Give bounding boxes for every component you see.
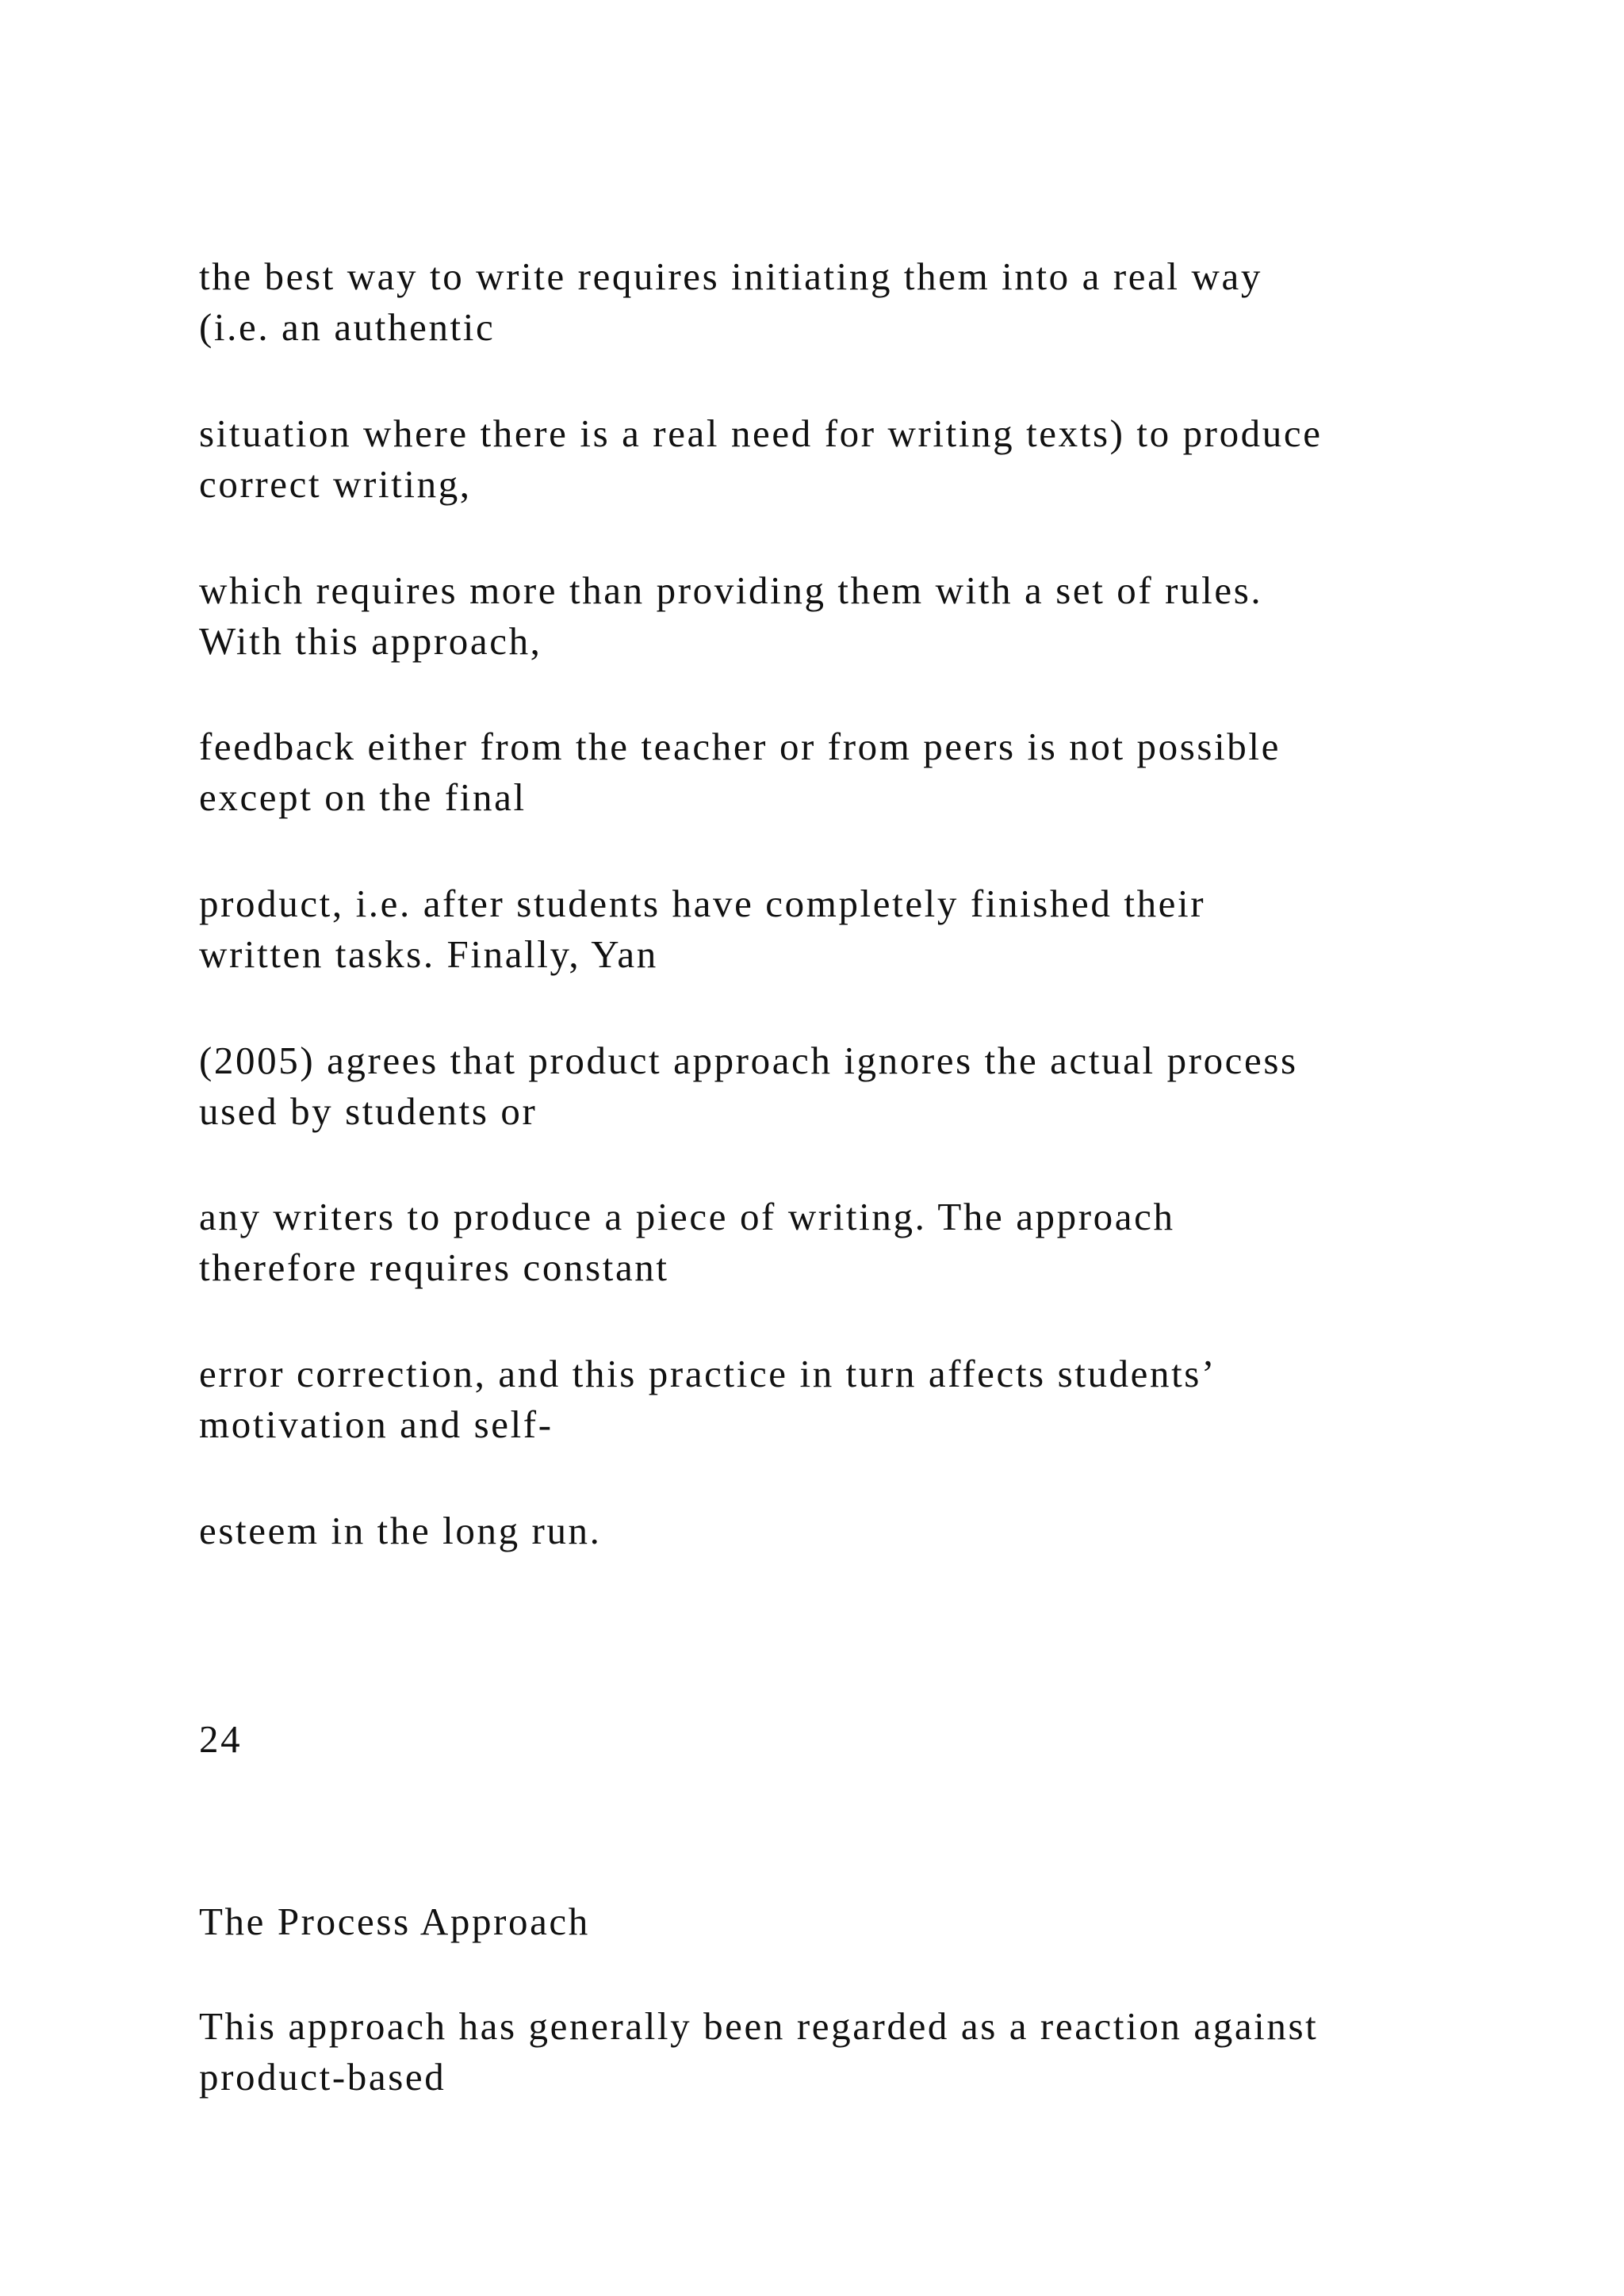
paragraph-1-line-1: the best way to write requires initiating them into a real way [199,254,1262,298]
paragraph-3-line-1: which requires more than providing them with a set of rules. [199,568,1263,612]
paragraph-4-line-1: feedback either from the teacher or from peers is not possible [199,725,1281,768]
paragraph-2-line-1: situation where there is a real need for writing texts) to produce [199,411,1323,455]
final-paragraph-line-1: This approach has generally been regarded as a reaction against [199,2004,1319,2048]
paragraph-8-line-1: error correction, and this practice in turn affects students’ [199,1352,1216,1395]
paragraph-6-line-1: (2005) agrees that product approach ignores the actual process [199,1039,1298,1082]
paragraph-1-line-2: (i.e. an authentic [199,305,496,349]
paragraph-7-line-1: any writers to produce a piece of writing. The approach [199,1195,1175,1238]
paragraph-4-line-2: except on the final [199,775,527,819]
paragraph-9-line-1: esteem in the long run. [199,1509,602,1552]
paragraph-6-line-2: used by students or [199,1089,538,1133]
section-heading: The Process Approach [199,1900,590,1943]
paragraph-5-line-1: product, i.e. after students have completely finished their [199,882,1206,925]
final-paragraph-line-2: product-based [199,2055,446,2099]
paragraph-2-line-2: correct writing, [199,462,472,506]
page-number: 24 [199,1717,243,1761]
paragraph-3-line-2: With this approach, [199,619,542,663]
paragraph-8-line-2: motivation and self- [199,1402,553,1446]
paragraph-7-line-2: therefore requires constant [199,1246,669,1289]
paragraph-5-line-2: written tasks. Finally, Yan [199,932,658,976]
